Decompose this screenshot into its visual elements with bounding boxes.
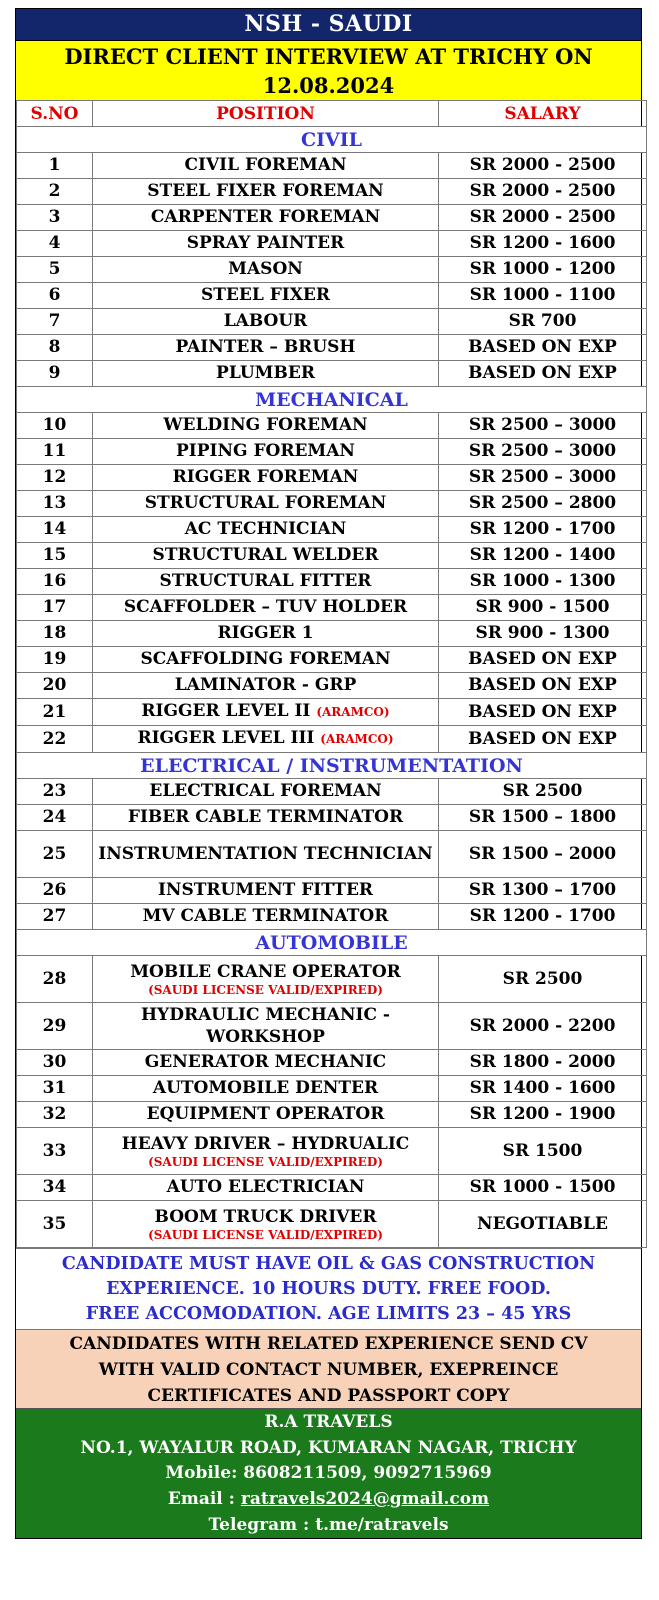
row-salary: BASED ON EXP bbox=[439, 361, 647, 387]
row-sno: 6 bbox=[17, 283, 93, 309]
table-row bbox=[17, 491, 647, 517]
table-row bbox=[17, 153, 647, 179]
category-label: AUTOMOBILE bbox=[17, 930, 647, 956]
row-position: ELECTRICAL FOREMAN bbox=[149, 781, 382, 801]
interview-date: 12.08.2024 bbox=[262, 73, 395, 98]
table-row bbox=[17, 831, 647, 878]
row-license-note: (SAUDI LICENSE VALID/EXPIRED) bbox=[148, 983, 383, 997]
row-sno: 29 bbox=[17, 1003, 93, 1050]
table-row bbox=[17, 805, 647, 831]
cv-instructions bbox=[16, 1329, 641, 1408]
table-row bbox=[17, 413, 647, 439]
row-position-cell bbox=[93, 491, 439, 517]
row-position-cell bbox=[93, 779, 439, 805]
table-row bbox=[17, 465, 647, 491]
requirements-line1: CANDIDATE MUST HAVE OIL & GAS CONSTRUCTION bbox=[61, 1254, 596, 1274]
row-position-cell bbox=[93, 831, 439, 878]
category-row bbox=[17, 127, 647, 153]
row-position: INSTRUMENT FITTER bbox=[157, 880, 374, 900]
col-header-position: POSITION bbox=[93, 101, 439, 127]
agency-telegram[interactable]: Telegram : t.me/ratravels bbox=[208, 1514, 449, 1535]
row-salary: SR 900 - 1500 bbox=[439, 595, 647, 621]
row-salary: BASED ON EXP bbox=[439, 335, 647, 361]
row-salary: SR 1000 - 1100 bbox=[439, 283, 647, 309]
table-row bbox=[17, 1102, 647, 1128]
row-position: SCAFFOLDING FOREMAN bbox=[140, 649, 391, 669]
row-salary: BASED ON EXP bbox=[439, 726, 647, 753]
row-position-cell bbox=[93, 1128, 439, 1175]
row-position: GENERATOR MECHANIC bbox=[144, 1052, 387, 1072]
row-sno: 22 bbox=[17, 726, 93, 753]
row-salary: SR 2000 - 2500 bbox=[439, 179, 647, 205]
row-position-cell bbox=[93, 699, 439, 726]
row-position-cell bbox=[93, 543, 439, 569]
row-salary: SR 1500 – 2000 bbox=[439, 831, 647, 878]
row-sno: 30 bbox=[17, 1050, 93, 1076]
row-position: PAINTER – BRUSH bbox=[175, 337, 356, 357]
table-row bbox=[17, 1003, 647, 1050]
row-salary: SR 2500 – 3000 bbox=[439, 439, 647, 465]
row-sno: 27 bbox=[17, 904, 93, 930]
row-salary: SR 2500 bbox=[439, 956, 647, 1003]
row-salary: SR 2500 bbox=[439, 779, 647, 805]
row-position-cell bbox=[93, 956, 439, 1003]
row-sno: 31 bbox=[17, 1076, 93, 1102]
row-salary: SR 1800 - 2000 bbox=[439, 1050, 647, 1076]
interview-banner-line1: DIRECT CLIENT INTERVIEW AT TRICHY ON bbox=[64, 44, 593, 69]
row-position-cell bbox=[93, 465, 439, 491]
cv-line1: CANDIDATES WITH RELATED EXPERIENCE SEND CV bbox=[69, 1334, 588, 1354]
col-header-salary: SALARY bbox=[439, 101, 647, 127]
row-sno: 4 bbox=[17, 231, 93, 257]
email-label: Email : bbox=[167, 1489, 241, 1510]
row-salary: BASED ON EXP bbox=[439, 699, 647, 726]
row-position-cell bbox=[93, 1175, 439, 1201]
row-sno: 32 bbox=[17, 1102, 93, 1128]
row-salary: SR 1300 – 1700 bbox=[439, 878, 647, 904]
row-sno: 26 bbox=[17, 878, 93, 904]
row-tag: (ARAMCO) bbox=[316, 705, 390, 719]
row-position: WELDING FOREMAN bbox=[163, 415, 368, 435]
table-row bbox=[17, 179, 647, 205]
cv-line3: CERTIFICATES AND PASSPORT COPY bbox=[147, 1386, 510, 1406]
row-position: AC TECHNICIAN bbox=[184, 519, 347, 539]
row-position: HYDRAULIC MECHANIC - WORKSHOP bbox=[141, 1005, 390, 1047]
row-sno: 3 bbox=[17, 205, 93, 231]
row-salary: SR 2500 – 3000 bbox=[439, 413, 647, 439]
row-position: HEAVY DRIVER – HYDRUALIC bbox=[121, 1134, 410, 1154]
row-salary: NEGOTIABLE bbox=[439, 1201, 647, 1248]
row-position-cell bbox=[93, 1050, 439, 1076]
row-position-cell bbox=[93, 283, 439, 309]
row-sno: 25 bbox=[17, 831, 93, 878]
row-position: PIPING FOREMAN bbox=[176, 441, 355, 461]
category-label: MECHANICAL bbox=[17, 387, 647, 413]
poster-title: NSH - SAUDI bbox=[16, 9, 641, 40]
table-row bbox=[17, 904, 647, 930]
row-salary: SR 1500 – 1800 bbox=[439, 805, 647, 831]
category-row bbox=[17, 387, 647, 413]
row-salary: SR 2000 - 2200 bbox=[439, 1003, 647, 1050]
row-position-cell bbox=[93, 257, 439, 283]
row-salary: SR 1500 bbox=[439, 1128, 647, 1175]
row-position: SCAFFOLDER – TUV HOLDER bbox=[123, 597, 408, 617]
row-sno: 34 bbox=[17, 1175, 93, 1201]
agency-name: R.A TRAVELS bbox=[264, 1412, 393, 1432]
row-salary: SR 1000 - 1300 bbox=[439, 569, 647, 595]
row-position: RIGGER 1 bbox=[217, 623, 314, 643]
table-row bbox=[17, 1050, 647, 1076]
row-sno: 9 bbox=[17, 361, 93, 387]
row-salary: SR 1000 - 1200 bbox=[439, 257, 647, 283]
row-position-cell bbox=[93, 726, 439, 753]
row-tag: (ARAMCO) bbox=[320, 732, 394, 746]
table-row bbox=[17, 257, 647, 283]
row-salary: SR 1400 - 1600 bbox=[439, 1076, 647, 1102]
row-sno: 15 bbox=[17, 543, 93, 569]
row-salary: SR 1200 - 1700 bbox=[439, 904, 647, 930]
row-position-cell bbox=[93, 595, 439, 621]
table-row bbox=[17, 283, 647, 309]
row-position: FIBER CABLE TERMINATOR bbox=[127, 807, 404, 827]
row-position-cell bbox=[93, 179, 439, 205]
row-salary: SR 2000 - 2500 bbox=[439, 153, 647, 179]
table-header-row bbox=[17, 101, 647, 127]
row-position-cell bbox=[93, 569, 439, 595]
row-position: AUTOMOBILE DENTER bbox=[152, 1078, 379, 1098]
category-row bbox=[17, 753, 647, 779]
row-sno: 19 bbox=[17, 647, 93, 673]
row-position: LAMINATOR - GRP bbox=[174, 675, 357, 695]
row-license-note: (SAUDI LICENSE VALID/EXPIRED) bbox=[148, 1228, 383, 1242]
row-sno: 12 bbox=[17, 465, 93, 491]
row-position-cell bbox=[93, 153, 439, 179]
col-header-sno: S.NO bbox=[17, 101, 93, 127]
row-salary: BASED ON EXP bbox=[439, 673, 647, 699]
cv-line2: WITH VALID CONTACT NUMBER, EXEPREINCE bbox=[98, 1360, 559, 1380]
row-position: MASON bbox=[228, 259, 303, 279]
row-sno: 17 bbox=[17, 595, 93, 621]
table-row bbox=[17, 699, 647, 726]
table-row bbox=[17, 726, 647, 753]
row-sno: 1 bbox=[17, 153, 93, 179]
row-salary: BASED ON EXP bbox=[439, 647, 647, 673]
table-row bbox=[17, 569, 647, 595]
row-position: MOBILE CRANE OPERATOR bbox=[130, 962, 401, 982]
category-label: CIVIL bbox=[17, 127, 647, 153]
requirements-line3: FREE ACCOMODATION. AGE LIMITS 23 – 45 YRS bbox=[85, 1304, 572, 1324]
row-position: CARPENTER FOREMAN bbox=[150, 207, 381, 227]
row-position-cell bbox=[93, 1076, 439, 1102]
table-row bbox=[17, 543, 647, 569]
row-salary: SR 1200 - 1700 bbox=[439, 517, 647, 543]
row-position: CIVIL FOREMAN bbox=[184, 155, 347, 175]
contact-block bbox=[16, 1408, 641, 1538]
row-position: SPRAY PAINTER bbox=[186, 233, 345, 253]
row-salary: SR 1000 - 1500 bbox=[439, 1175, 647, 1201]
agency-email-row bbox=[16, 1487, 641, 1513]
row-position: EQUIPMENT OPERATOR bbox=[146, 1104, 385, 1124]
row-sno: 21 bbox=[17, 699, 93, 726]
row-salary: SR 2500 – 2800 bbox=[439, 491, 647, 517]
table-row bbox=[17, 205, 647, 231]
row-sno: 24 bbox=[17, 805, 93, 831]
row-position: STRUCTURAL FOREMAN bbox=[144, 493, 387, 513]
row-sno: 11 bbox=[17, 439, 93, 465]
table-row bbox=[17, 956, 647, 1003]
row-sno: 33 bbox=[17, 1128, 93, 1175]
row-position: RIGGER FOREMAN bbox=[172, 467, 359, 487]
row-position: INSTRUMENTATION TECHNICIAN bbox=[98, 844, 433, 864]
table-row bbox=[17, 361, 647, 387]
row-position-cell bbox=[93, 413, 439, 439]
row-position: STEEL FIXER FOREMAN bbox=[147, 181, 384, 201]
table-row bbox=[17, 231, 647, 257]
row-salary: SR 900 - 1300 bbox=[439, 621, 647, 647]
row-position-cell bbox=[93, 1102, 439, 1128]
row-position: LABOUR bbox=[223, 311, 308, 331]
row-position-cell bbox=[93, 231, 439, 257]
row-sno: 10 bbox=[17, 413, 93, 439]
table-row bbox=[17, 1175, 647, 1201]
row-sno: 18 bbox=[17, 621, 93, 647]
row-position-cell bbox=[93, 1003, 439, 1050]
row-salary: SR 1200 - 1600 bbox=[439, 231, 647, 257]
row-position-cell bbox=[93, 805, 439, 831]
row-salary: SR 2000 - 2500 bbox=[439, 205, 647, 231]
row-sno: 23 bbox=[17, 779, 93, 805]
row-position-cell bbox=[93, 517, 439, 543]
table-row bbox=[17, 621, 647, 647]
row-position-cell bbox=[93, 1201, 439, 1248]
job-poster bbox=[15, 8, 642, 1539]
row-position-cell bbox=[93, 335, 439, 361]
table-row bbox=[17, 335, 647, 361]
table-row bbox=[17, 1201, 647, 1248]
row-position: PLUMBER bbox=[216, 363, 315, 383]
table-row bbox=[17, 673, 647, 699]
row-position-cell bbox=[93, 361, 439, 387]
table-row bbox=[17, 309, 647, 335]
table-row bbox=[17, 1076, 647, 1102]
row-sno: 35 bbox=[17, 1201, 93, 1248]
row-license-note: (SAUDI LICENSE VALID/EXPIRED) bbox=[148, 1155, 383, 1169]
category-row bbox=[17, 930, 647, 956]
positions-table bbox=[16, 100, 647, 1248]
category-label: ELECTRICAL / INSTRUMENTATION bbox=[17, 753, 647, 779]
row-position: AUTO ELECTRICIAN bbox=[166, 1177, 365, 1197]
row-salary: SR 700 bbox=[439, 309, 647, 335]
row-salary: SR 1200 - 1900 bbox=[439, 1102, 647, 1128]
row-sno: 28 bbox=[17, 956, 93, 1003]
row-sno: 16 bbox=[17, 569, 93, 595]
row-position-cell bbox=[93, 673, 439, 699]
row-position: STRUCTURAL WELDER bbox=[152, 545, 379, 565]
row-position: RIGGER LEVEL III bbox=[137, 728, 315, 748]
row-position: RIGGER LEVEL II bbox=[141, 701, 311, 721]
row-sno: 5 bbox=[17, 257, 93, 283]
row-salary: SR 2500 – 3000 bbox=[439, 465, 647, 491]
table-row bbox=[17, 595, 647, 621]
row-position-cell bbox=[93, 439, 439, 465]
requirements-note bbox=[16, 1248, 641, 1329]
requirements-line2: EXPERIENCE. 10 HOURS DUTY. FREE FOOD. bbox=[106, 1279, 551, 1299]
row-position-cell bbox=[93, 878, 439, 904]
row-position-cell bbox=[93, 309, 439, 335]
agency-address: NO.1, WAYALUR ROAD, KUMARAN NAGAR, TRICHY bbox=[80, 1437, 577, 1458]
row-position-cell bbox=[93, 647, 439, 673]
row-position-cell bbox=[93, 205, 439, 231]
agency-mobile: Mobile: 8608211509, 9092715969 bbox=[165, 1463, 492, 1484]
table-row bbox=[17, 439, 647, 465]
row-position: MV CABLE TERMINATOR bbox=[142, 906, 389, 926]
row-position: BOOM TRUCK DRIVER bbox=[154, 1207, 377, 1227]
row-sno: 20 bbox=[17, 673, 93, 699]
row-position-cell bbox=[93, 904, 439, 930]
table-row bbox=[17, 779, 647, 805]
row-position: STEEL FIXER bbox=[200, 285, 330, 305]
row-position-cell bbox=[93, 621, 439, 647]
row-position: STRUCTURAL FITTER bbox=[159, 571, 372, 591]
row-sno: 2 bbox=[17, 179, 93, 205]
row-sno: 14 bbox=[17, 517, 93, 543]
table-row bbox=[17, 647, 647, 673]
table-row bbox=[17, 878, 647, 904]
interview-banner bbox=[16, 40, 641, 100]
row-salary: SR 1200 - 1400 bbox=[439, 543, 647, 569]
row-sno: 7 bbox=[17, 309, 93, 335]
table-row bbox=[17, 1128, 647, 1175]
table-row bbox=[17, 517, 647, 543]
row-sno: 8 bbox=[17, 335, 93, 361]
row-sno: 13 bbox=[17, 491, 93, 517]
email-link[interactable]: ratravels2024@gmail.com bbox=[240, 1489, 490, 1510]
